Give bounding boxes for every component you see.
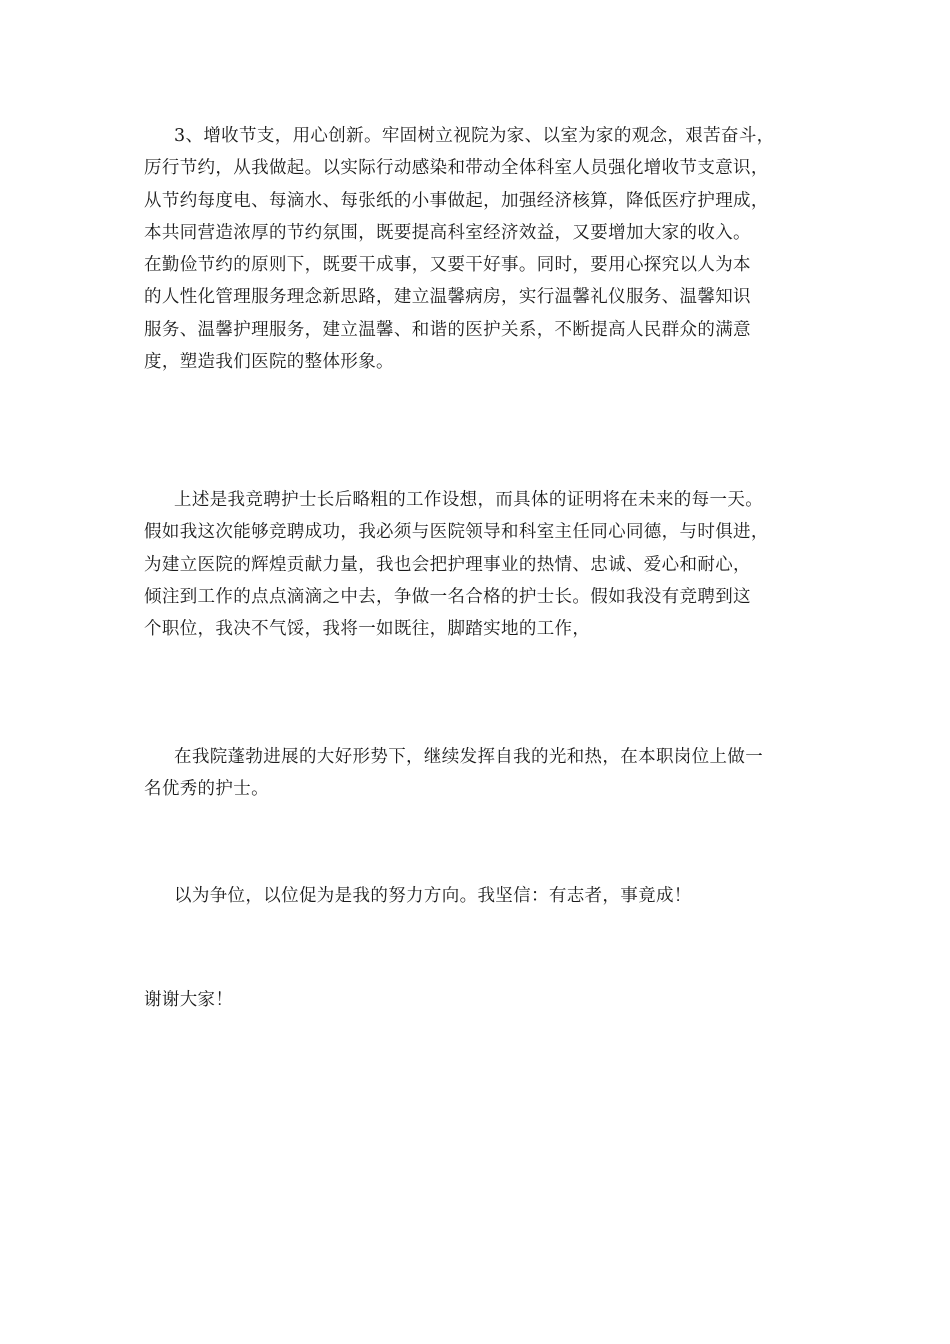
paragraph-line: 倾注到工作的点点滴滴之中去，争做一名合格的护士长。假如我没有竞聘到这 bbox=[144, 586, 751, 607]
paragraph-line: 度，塑造我们医院的整体形象。 bbox=[144, 352, 394, 373]
paragraph-line: 为建立医院的辉煌贡献力量，我也会把护理事业的热情、忠诚、爱心和耐心， bbox=[144, 554, 751, 575]
paragraph-line: 本共同营造浓厚的节约氛围，既要提高科室经济效益，又要增加大家的收入。 bbox=[144, 222, 751, 243]
paragraph-cost-saving-innovation bbox=[144, 120, 814, 378]
paragraph-line: 的人性化管理服务理念新思路，建立温馨病房，实行温馨礼仪服务、温馨知识 bbox=[144, 287, 751, 308]
paragraph-line: 上述是我竞聘护士长后略粗的工作设想，而具体的证明将在未来的每一天。 bbox=[174, 490, 764, 510]
paragraph-line: 在我院蓬勃进展的大好形势下，继续发挥自我的光和热，在本职岗位上做一 bbox=[174, 747, 764, 767]
paragraph-line: 服务、温馨护理服务，建立温馨、和谐的医护关系，不断提高人民群众的满意 bbox=[144, 319, 751, 340]
paragraph-line: 在勤俭节约的原则下，既要干成事，又要干好事。同时，要用心探究以人为本 bbox=[144, 255, 751, 276]
paragraph-line: 厉行节约，从我做起。以实际行动感染和带动全体科室人员强化增收节支意识， bbox=[144, 158, 769, 179]
paragraph-thanks bbox=[144, 984, 814, 1016]
paragraph-line: 名优秀的护士。 bbox=[144, 779, 269, 800]
paragraph-continue-effort bbox=[144, 741, 814, 806]
paragraph-line: 以为争位，以位促为是我的努力方向。我坚信：有志者，事竟成！ bbox=[174, 886, 692, 906]
paragraph-line: 3、增收节支，用心创新。牢固树立视院为家、以室为家的观念，艰苦奋斗， bbox=[174, 126, 775, 146]
paragraph-line: 假如我这次能够竞聘成功，我必须与医院领导和科室主任同心同德，与时俱进， bbox=[144, 522, 769, 543]
paragraph-work-plan-summary bbox=[144, 484, 814, 645]
paragraph-line: 从节约每度电、每滴水、每张纸的小事做起，加强经济核算，降低医疗护理成， bbox=[144, 190, 769, 211]
paragraph-line: 谢谢大家！ bbox=[144, 990, 234, 1010]
paragraph-line: 个职位，我决不气馁，我将一如既往，脚踏实地的工作， bbox=[144, 619, 591, 640]
paragraph-motto bbox=[144, 880, 814, 912]
